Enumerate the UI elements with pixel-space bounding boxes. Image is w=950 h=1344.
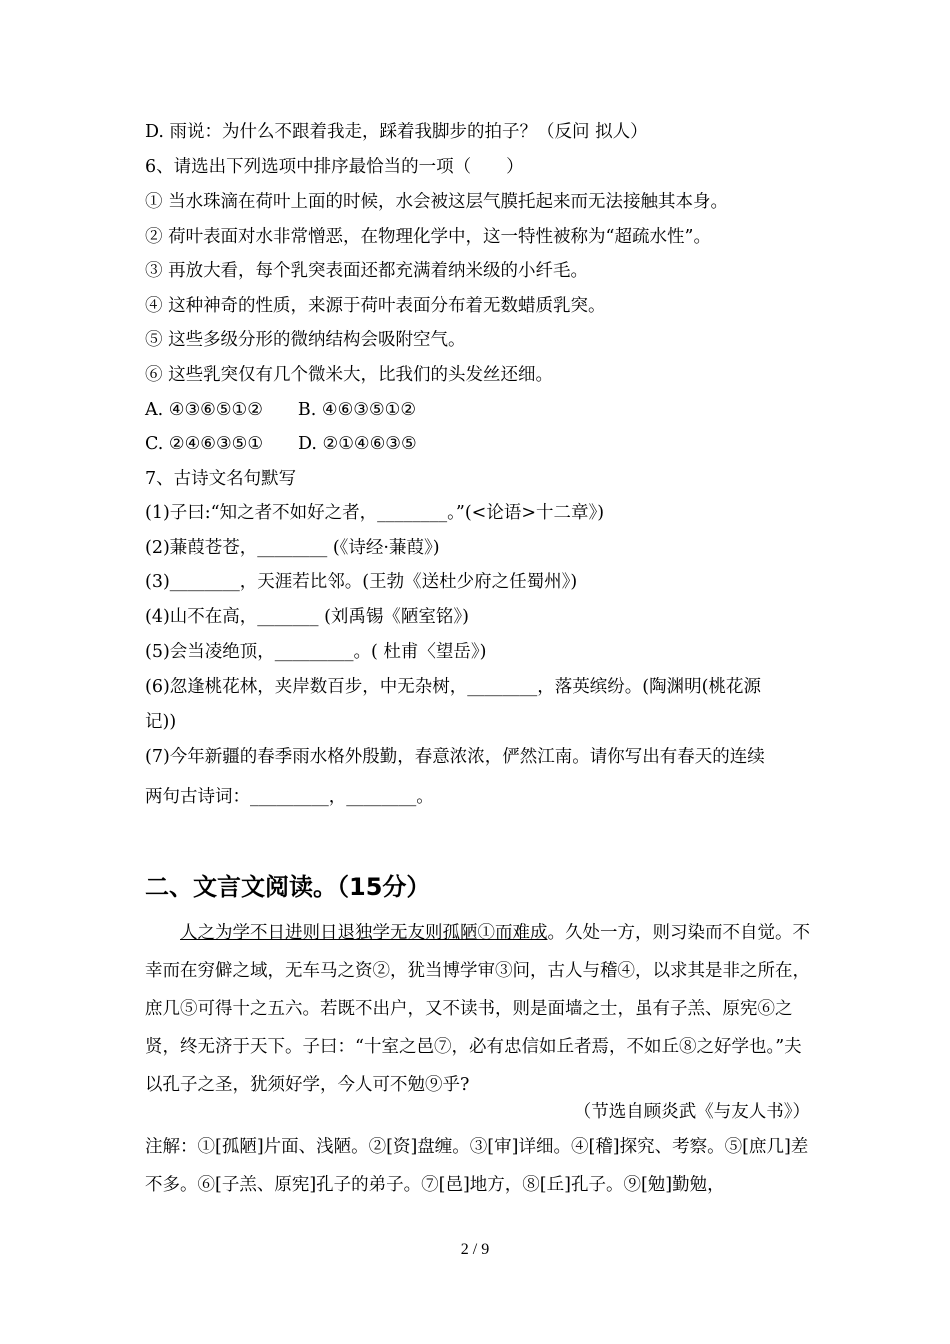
- passage-source: （节选自顾炎武《与友人书》）: [573, 1102, 810, 1122]
- q6-item-1: ① 当水珠滴在荷叶上面的时候，水会被这层气膜托起来而无法接触其本身。: [145, 192, 729, 212]
- section-heading: 二、文言文阅读。（15分）: [145, 873, 431, 901]
- q7-item-7-line1: (7)今年新疆的春季雨水格外殷勤，春意浓浓，俨然江南。请你写出有春天的连续: [145, 747, 765, 767]
- q6-options-cd: C. ②④⑥③⑤① D. ②①④⑥③⑤: [145, 434, 417, 454]
- page-number: 2 / 9: [460, 1241, 490, 1258]
- q7-item-6-line2: 记)): [145, 712, 177, 732]
- passage-text: 。久处一方，则习染而不自觉。不幸而在穷僻之域，无车马之资②，犹当博学审③问，古人与稽④，以求其是非之所在，庶几⑤可得十之五六。若既不出户，又不读书，则是面墙之士，虽有子羔、原宪⑥之贤，终无济于天下。子曰：“十室之邑⑦，必有忠信如丘者焉，不如丘⑧之好学也。”夫以孔子之圣，犹须好学，今人可不勉⑨乎?: [145, 923, 810, 1095]
- q7-item-7-line2: 两句古诗词：_________，________。: [145, 787, 434, 807]
- q7-item-1: (1)子曰:“知之者不如好之者，________。”(<论语>十二章》): [145, 503, 605, 523]
- q5-option-d: D. 雨说：为什么不跟着我走，踩着我脚步的拍子？（反问 拟人）: [145, 122, 648, 142]
- q7-item-3: (3)________，天涯若比邻。(王勃《送杜少府之任蜀州》): [145, 572, 578, 592]
- q7-item-6-line1: (6)忽逢桃花林，夹岸数百步，中无杂树，________，落英缤纷。(陶渊明(桃花源: [145, 677, 761, 697]
- q7-item-2: (2)蒹葭苍苍，________ (《诗经·蒹葭》): [145, 538, 440, 558]
- q7-item-5: (5)会当凌绝顶，_________。( 杜甫〈望岳》): [145, 642, 487, 662]
- classical-passage: [145, 914, 810, 1104]
- passage-underlined-sentence: 人之为学不日进则日退独学无友则孤陋①而难成: [180, 923, 548, 943]
- q6-item-2: ② 荷叶表面对水非常憎恶，在物理化学中，这一特性被称为“超疏水性”。: [145, 227, 711, 247]
- annotations: 注解：①[孤陋]片面、浅陋。②[资]盘缠。③[审]详细。④[稽]探究、考察。⑤[庶几]差不多。⑥[子羔、原宪]孔子的弟子。⑦[邑]地方，⑧[丘]孔子。⑨[勉]勤勉，: [145, 1137, 809, 1195]
- q6-item-5: ⑤ 这些多级分形的微纳结构会吸附空气。: [145, 330, 466, 350]
- q6-item-4: ④ 这种神奇的性质，来源于荷叶表面分布着无数蜡质乳突。: [145, 296, 606, 316]
- q6-question: 6、请选出下列选项中排序最恰当的一项（ ）: [145, 157, 524, 177]
- q6-item-6: ⑥ 这些乳突仅有几个微米大，比我们的头发丝还细。: [145, 365, 554, 385]
- q7-item-4: (4)山不在高，_______ (刘禹锡《陋室铭》): [145, 607, 470, 627]
- q6-options-ab: A. ④③⑥⑤①② B. ④⑥③⑤①②: [145, 400, 417, 420]
- q6-item-3: ③ 再放大看，每个乳突表面还都充满着纳米级的小纤毛。: [145, 261, 589, 281]
- q7-title: 7、古诗文名句默写: [145, 469, 297, 489]
